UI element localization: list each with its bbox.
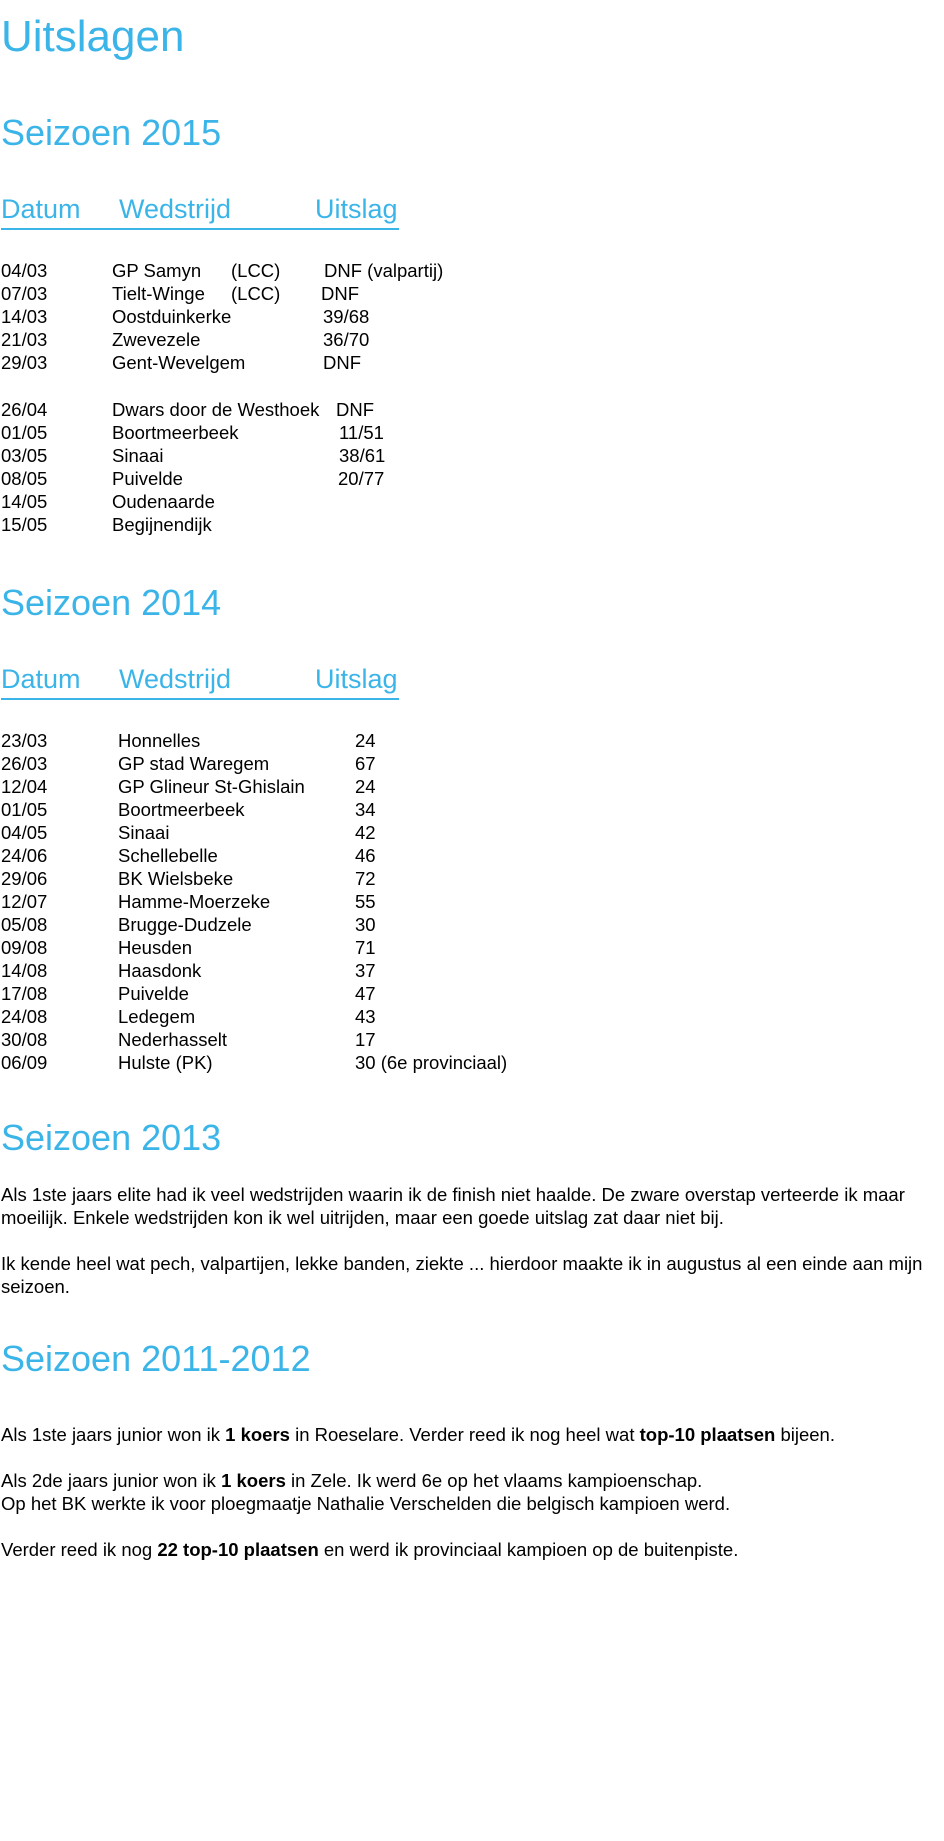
season-2011-2012-title: Seizoen 2011-2012 — [1, 1338, 311, 1379]
result-value: 67 — [355, 753, 376, 774]
header-datum: Datum — [1, 664, 81, 694]
season-2014-table-header — [1, 664, 399, 700]
result-row — [1, 890, 601, 913]
season-2013-title: Seizoen 2013 — [1, 1117, 222, 1158]
result-date: 08/05 — [1, 468, 48, 489]
result-row — [1, 305, 601, 328]
result-date: 29/03 — [1, 352, 48, 373]
result-date: 30/08 — [1, 1029, 48, 1050]
result-value: 36/70 — [323, 329, 370, 350]
result-row — [1, 467, 601, 490]
header-uitslag: Uitslag — [315, 664, 398, 694]
result-value: 42 — [355, 822, 376, 843]
result-value: 39/68 — [323, 306, 370, 327]
result-date: 04/05 — [1, 822, 48, 843]
result-row — [1, 775, 601, 798]
season-2014-title: Seizoen 2014 — [1, 582, 222, 623]
page-title: Uitslagen — [1, 12, 185, 61]
result-value: 38/61 — [339, 445, 386, 466]
result-value: 55 — [355, 891, 376, 912]
result-date: 23/03 — [1, 730, 48, 751]
result-value: DNF — [323, 352, 362, 373]
result-race: Puivelde — [112, 468, 183, 489]
result-row — [1, 328, 601, 351]
result-row — [1, 1051, 601, 1074]
result-race: Tielt-Winge — [112, 283, 205, 304]
result-race: Nederhasselt — [118, 1029, 228, 1050]
season-2015-table-header — [1, 194, 399, 230]
result-race: Ledegem — [118, 1006, 196, 1027]
result-value: 71 — [355, 937, 376, 958]
result-row — [1, 936, 601, 959]
result-row — [1, 798, 601, 821]
result-category: (LCC) — [231, 260, 281, 281]
result-race: Sinaai — [118, 822, 170, 843]
result-row — [1, 259, 601, 282]
result-value: 37 — [355, 960, 376, 981]
result-race: Boortmeerbeek — [118, 799, 245, 820]
season-2013-paragraph-1: Als 1ste jaars elite had ik veel wedstrijden waarin ik de finish niet haalde. De zware overstap verteerde ik maar moeilijk. Enkele wedstrijden kon ik wel uitrijden, maar een goede uitslag zat daar niet bij. — [1, 1184, 905, 1228]
result-value: 72 — [355, 868, 376, 889]
result-row — [1, 867, 601, 890]
result-date: 05/08 — [1, 914, 48, 935]
result-race: Oostduinkerke — [112, 306, 232, 327]
result-date: 03/05 — [1, 445, 48, 466]
result-date: 14/08 — [1, 960, 48, 981]
result-date: 26/03 — [1, 753, 48, 774]
result-race: Oudenaarde — [112, 491, 215, 512]
season-2011-paragraph-2: Als 2de jaars junior won ik 1 koers in Zele. Ik werd 6e op het vlaams kampioenschap. Op het BK werkte ik voor ploegmaatje Nathalie Verschelden die belgisch kampioen werd. — [1, 1470, 731, 1514]
season-2011-paragraph-3: Verder reed ik nog 22 top-10 plaatsen en werd ik provinciaal kampioen op de buitenpiste. — [1, 1539, 739, 1560]
result-row — [1, 1028, 601, 1051]
result-date: 12/07 — [1, 891, 48, 912]
result-row — [1, 982, 601, 1005]
result-date: 24/06 — [1, 845, 48, 866]
result-value: DNF (valpartij) — [324, 260, 444, 281]
season-2013-paragraph-2: Ik kende heel wat pech, valpartijen, lekke banden, ziekte ... hierdoor maakte ik in augustus al een einde aan mijn seizoen. — [1, 1253, 923, 1297]
result-value: 34 — [355, 799, 376, 820]
result-date: 01/05 — [1, 799, 48, 820]
header-uitslag: Uitslag — [315, 194, 398, 224]
result-date: 01/05 — [1, 422, 48, 443]
result-row — [1, 398, 601, 421]
result-race: BK Wielsbeke — [118, 868, 234, 889]
result-row — [1, 821, 601, 844]
result-row — [1, 351, 601, 374]
result-value: 46 — [355, 845, 376, 866]
result-date: 21/03 — [1, 329, 48, 350]
result-race: Boortmeerbeek — [112, 422, 239, 443]
result-race: GP stad Waregem — [118, 753, 270, 774]
result-date: 29/06 — [1, 868, 48, 889]
result-value: 30 (6e provinciaal) — [355, 1052, 508, 1073]
result-race: Honnelles — [118, 730, 201, 751]
result-date: 15/05 — [1, 514, 48, 535]
result-date: 09/08 — [1, 937, 48, 958]
result-value: DNF — [336, 399, 375, 420]
result-race: Gent-Wevelgem — [112, 352, 246, 373]
header-wedstrijd: Wedstrijd — [119, 664, 232, 694]
result-race: Hulste (PK) — [118, 1052, 213, 1073]
result-value: 11/51 — [339, 422, 384, 443]
header-datum: Datum — [1, 194, 81, 224]
season-2011-paragraph-1: Als 1ste jaars junior won ik 1 koers in Roeselare. Verder reed ik nog heel wat top-10 plaatsen bijeen. — [1, 1424, 835, 1445]
result-category: (LCC) — [231, 283, 281, 304]
result-row — [1, 490, 601, 513]
result-date: 26/04 — [1, 399, 48, 420]
result-row — [1, 282, 601, 305]
result-race: Puivelde — [118, 983, 189, 1004]
result-race: Heusden — [118, 937, 193, 958]
result-value: DNF — [321, 283, 360, 304]
result-date: 06/09 — [1, 1052, 48, 1073]
result-row — [1, 959, 601, 982]
result-value: 30 — [355, 914, 376, 935]
result-value: 17 — [355, 1029, 376, 1050]
result-race: Hamme-Moerzeke — [118, 891, 271, 912]
result-race: Schellebelle — [118, 845, 218, 866]
result-race: Brugge-Dudzele — [118, 914, 252, 935]
result-date: 17/08 — [1, 983, 48, 1004]
result-value: 43 — [355, 1006, 376, 1027]
result-date: 07/03 — [1, 283, 48, 304]
result-row — [1, 844, 601, 867]
result-row — [1, 913, 601, 936]
result-value: 24 — [355, 730, 376, 751]
result-race: GP Glineur St-Ghislain — [118, 776, 305, 797]
result-race: GP Samyn — [112, 260, 202, 281]
result-date: 24/08 — [1, 1006, 48, 1027]
result-row — [1, 513, 601, 536]
result-race: Begijnendijk — [112, 514, 212, 535]
result-race: Haasdonk — [118, 960, 202, 981]
result-row — [1, 752, 601, 775]
result-row — [1, 1005, 601, 1028]
result-row — [1, 729, 601, 752]
result-date: 04/03 — [1, 260, 48, 281]
result-race: Dwars door de Westhoek — [112, 399, 320, 420]
result-date: 14/05 — [1, 491, 48, 512]
result-date: 12/04 — [1, 776, 48, 797]
result-value: 24 — [355, 776, 376, 797]
result-value: 20/77 — [338, 468, 385, 489]
result-row — [1, 421, 601, 444]
result-race: Zwevezele — [112, 329, 201, 350]
result-row — [1, 444, 601, 467]
result-race: Sinaai — [112, 445, 164, 466]
result-date: 14/03 — [1, 306, 48, 327]
result-value: 47 — [355, 983, 376, 1004]
header-wedstrijd: Wedstrijd — [119, 194, 232, 224]
season-2015-title: Seizoen 2015 — [1, 112, 222, 153]
